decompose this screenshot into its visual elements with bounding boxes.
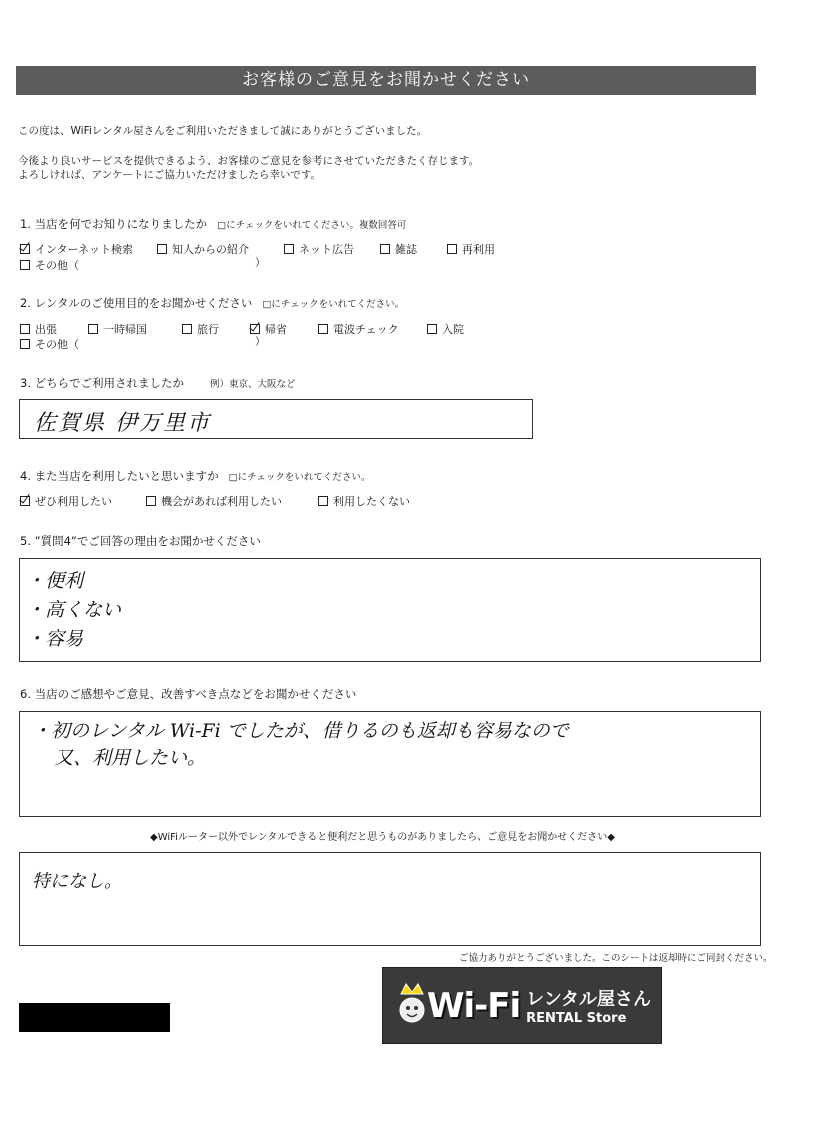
q4-option-definitely[interactable]: ぜひ利用したい	[20, 493, 112, 509]
q5-answer: ・便利 ・高くない ・容易	[26, 570, 122, 650]
checkbox[interactable]	[284, 244, 294, 254]
q1-note: □にチェックをいれてください。複数回答可	[217, 220, 407, 231]
checkbox[interactable]	[447, 244, 457, 254]
q4-option-if-chance[interactable]: 機会があれば利用したい	[146, 493, 282, 509]
q1-option-other[interactable]: その他（	[20, 257, 79, 273]
checkbox[interactable]	[20, 324, 30, 334]
redacted-block	[19, 1003, 170, 1032]
mascot-icon	[399, 982, 425, 1026]
q4-note: □にチェックをいれてください。	[228, 472, 371, 483]
logo-en-text: RENTAL Store	[526, 1011, 627, 1026]
q7-answer: 特になし。	[32, 871, 122, 892]
q7-answer-box[interactable]	[19, 852, 761, 946]
intro-line-1: この度は、WiFiレンタル屋さんをご利用いただきまして誠にありがとうございました。	[18, 125, 428, 137]
logo-jp-text: レンタル屋さん	[526, 989, 651, 1010]
q3-answer-box[interactable]	[19, 399, 533, 439]
checkbox[interactable]	[427, 324, 437, 334]
checkbox-checked[interactable]	[250, 324, 260, 334]
intro-line-2: 今後より良いサービスを提供できるよう、お客様のご意見を参考にさせていただきたく存じます。	[18, 155, 480, 167]
q2-option-other[interactable]: その他（	[20, 336, 79, 352]
checkbox[interactable]	[318, 324, 328, 334]
q6-answer: ・初のレンタル Wi-Fi でしたが、借りるのも返却も容易なので 又、利用したい。	[32, 720, 569, 769]
checkbox[interactable]	[146, 496, 156, 506]
q2-heading	[20, 295, 404, 311]
footer-thanks: ご協力ありがとうございました。このシートは返却時にご同封ください。	[459, 953, 773, 964]
checkbox[interactable]	[88, 324, 98, 334]
q2-option-signal-check[interactable]: 電波チェック	[318, 321, 399, 337]
logo-wifi-text: Wi-Fi	[427, 985, 521, 1026]
q2-option-hospital[interactable]: 入院	[427, 321, 464, 337]
checkbox-checked[interactable]	[20, 496, 30, 506]
intro-line-3: よろしければ、アンケートにご協力いただけましたら幸いです。	[18, 169, 322, 181]
q5-answer-box[interactable]	[19, 558, 761, 662]
q4-label: 4. また当店を利用したいと思いますか	[20, 469, 219, 483]
q3-note: 例）東京、大阪など	[210, 379, 296, 390]
q2-option-homecoming[interactable]: 帰省	[250, 321, 287, 337]
q4-option-no[interactable]: 利用したくない	[318, 493, 410, 509]
q2-option-temp-return[interactable]: 一時帰国	[88, 321, 147, 337]
page-title: お客様のご意見をお聞かせください	[16, 66, 756, 95]
q1-other-close: ）	[255, 257, 266, 269]
q6-label: 6. 当店のご感想やご意見、改善すべき点などをお聞かせください	[20, 687, 357, 701]
checkbox[interactable]	[380, 244, 390, 254]
q2-option-travel[interactable]: 旅行	[182, 321, 219, 337]
checkbox[interactable]	[318, 496, 328, 506]
q1-option-referral[interactable]: 知人からの紹介	[157, 241, 249, 257]
q7-label: ◆WiFiルーター以外でレンタルできると便利だと思うものがありましたら、ご意見をお聞かせください◆	[150, 832, 615, 843]
q2-note: □にチェックをいれてください。	[262, 299, 405, 310]
checkbox[interactable]	[20, 260, 30, 270]
q1-option-magazine[interactable]: 雑誌	[380, 241, 417, 257]
q1-option-reuse[interactable]: 再利用	[447, 241, 495, 257]
q1-option-internet-search[interactable]: インターネット検索	[20, 241, 133, 257]
checkbox[interactable]	[157, 244, 167, 254]
q3-answer: 佐賀県 伊万里市	[34, 411, 211, 436]
q4-heading	[20, 468, 370, 484]
checkbox[interactable]	[20, 339, 30, 349]
wifi-rental-store-logo	[382, 967, 662, 1044]
q3-label: 3. どちらでご利用されましたか	[20, 376, 185, 390]
checkbox[interactable]	[182, 324, 192, 334]
q2-option-business[interactable]: 出張	[20, 321, 57, 337]
q1-heading	[20, 216, 406, 232]
q1-label: 1. 当店を何でお知りになりましたか	[20, 217, 208, 231]
checkbox-checked[interactable]	[20, 244, 30, 254]
q3-heading	[20, 375, 296, 391]
logo-side	[526, 985, 651, 1026]
q2-other-close: ）	[255, 336, 266, 348]
q1-option-net-ad[interactable]: ネット広告	[284, 241, 354, 257]
q5-label: 5. ”質問4”でご回答の理由をお聞かせください	[20, 534, 261, 548]
q6-answer-box[interactable]	[19, 711, 761, 817]
q2-label: 2. レンタルのご使用目的をお聞かせください	[20, 296, 253, 310]
